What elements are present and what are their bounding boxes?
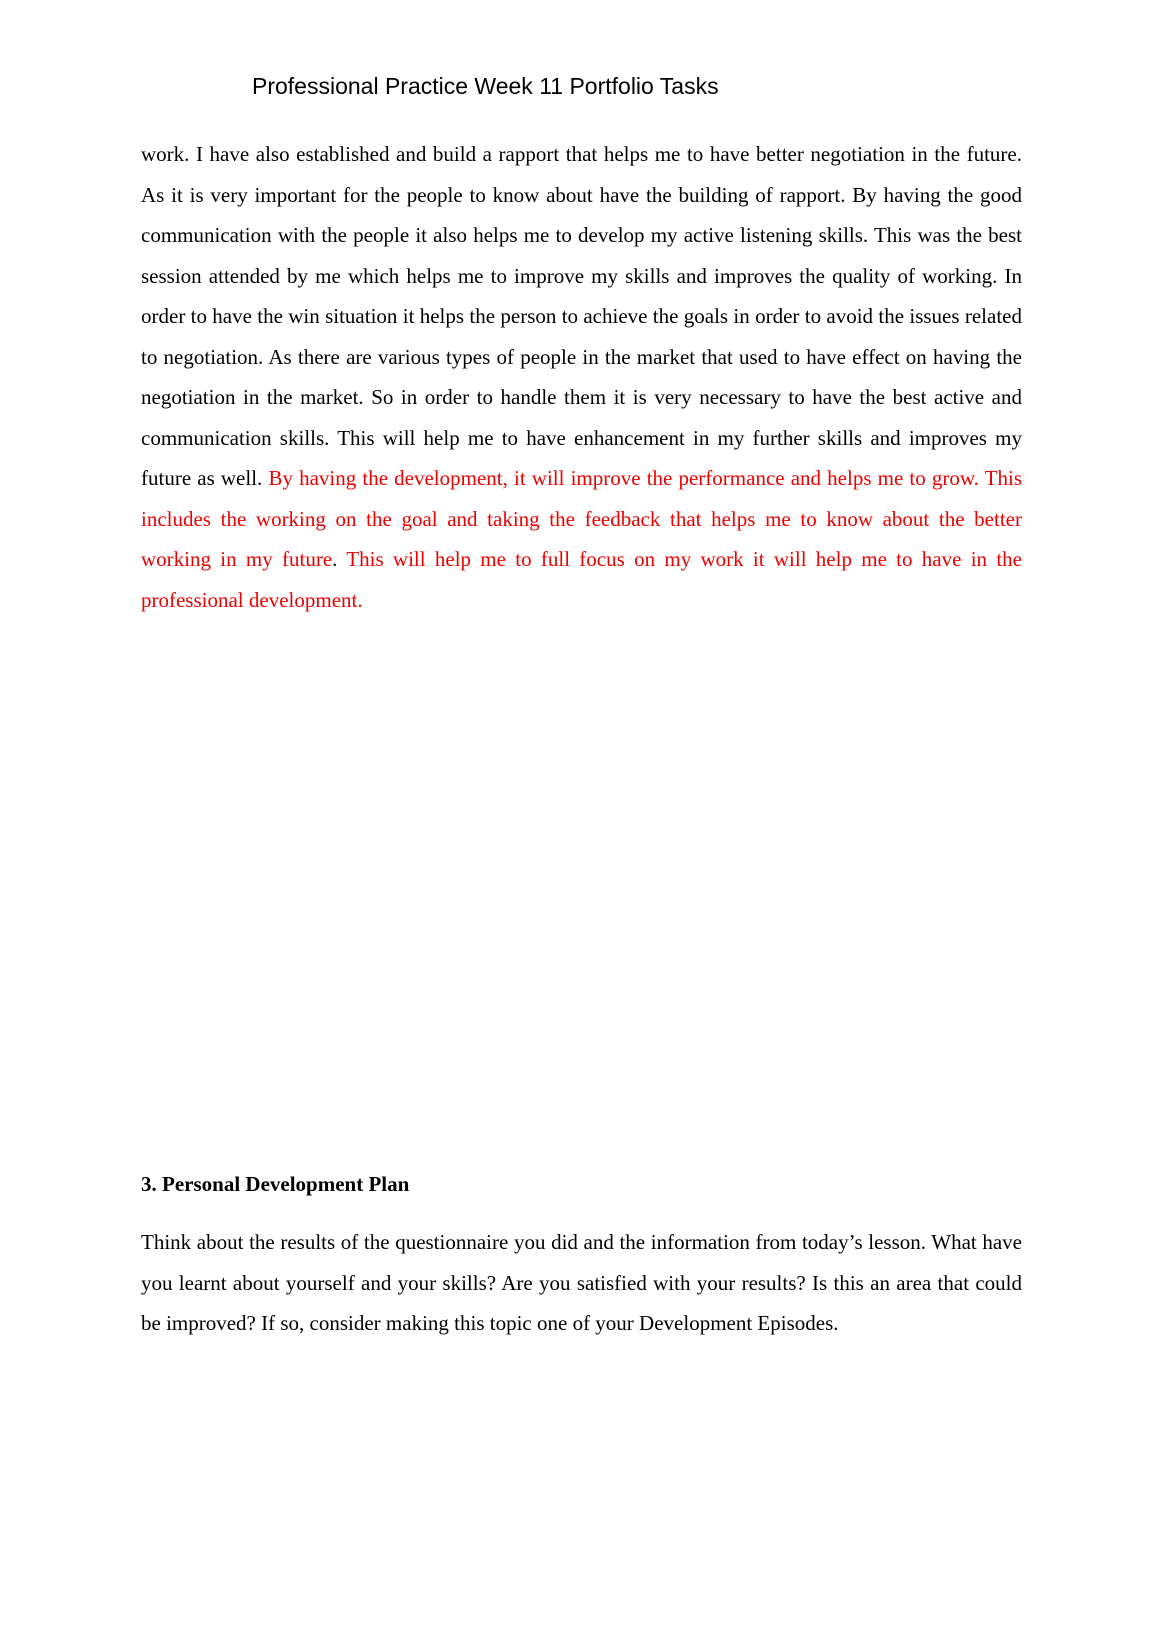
body-paragraph-instructions: Think about the results of the questionnaire you did and the information from today’s lesson. What have you learnt about yourself and your skills? Are you satisfied with your results? Is this an area that could be improved? If so, consider making this topic one of your Development Episodes. [141,1230,1022,1335]
section-heading-personal-development-plan: 3. Personal Development Plan [141,1172,410,1196]
paragraph-text-red-highlight-2: This will help me to full focus on my work it will help me to have in the professional development. [141,547,1022,612]
paragraph-text-red-highlight: By having the development, it will improve the performance and helps me to grow. This includes the working on the goal and taking the feedback that helps me to know about the better working in my future [141,466,1022,571]
body-paragraph-reflection [141,134,1022,620]
paragraph-period: . [332,547,338,571]
page-header-title: Professional Practice Week 11 Portfolio Tasks [252,73,719,99]
paragraph-text-black: work. I have also established and build a rapport that helps me to have better negotiation in the future. As it is very important for the people to know about have the building of rapport. By having the good communication with the people it also helps me to develop my active listening skills. This was the best session attended by me which helps me to improve my skills and improves the quality of working. In order to have the win situation it helps the person to achieve the goals in order to avoid the issues related to negotiation. As there are various types of people in the market that used to have effect on having the negotiation in the market. So in order to handle them it is very necessary to have the best active and communication skills. This will help me to have enhancement in my further skills and improves my future as well. [141,142,1022,490]
